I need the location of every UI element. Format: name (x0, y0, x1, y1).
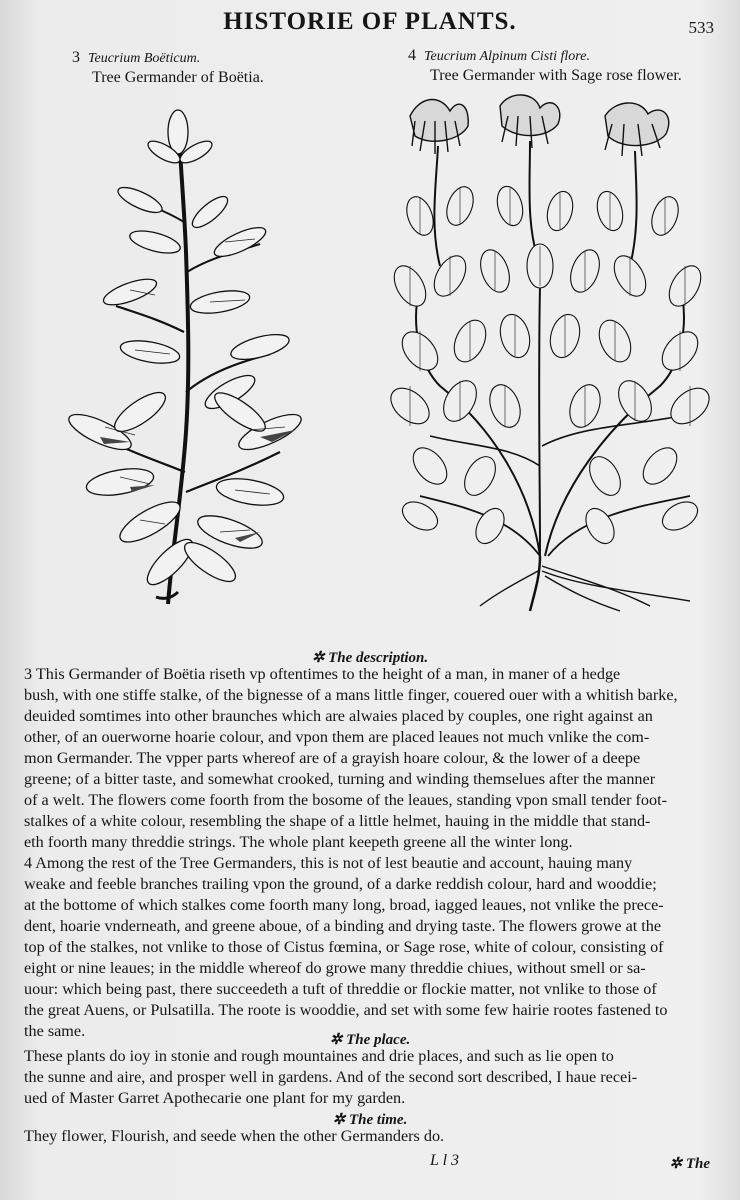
text-line: greene; of a bitter taste, and somewhat crooked, turning and winding themselues after the manner (24, 770, 656, 788)
running-head: HISTORIE OF PLANTS. (223, 8, 517, 35)
text-line: weake and feeble branches trailing vpon the ground, of a darke reddish colour, hard and wooddie; (24, 875, 657, 893)
text-line: at the bottome of which stalkes come foorth many long, broad, iagged leaues, not vnlike the prece- (24, 896, 664, 914)
text-line: stalkes of a white colour, resembling the shape of a little helmet, hauing in the middle that stand- (24, 812, 651, 830)
text-line: uour: which being past, there succeedeth a tuft of threddie or flockie matter, not vnlike to those of (24, 980, 657, 998)
text-line: 3 This Germander of Boëtia riseth vp oftentimes to the height of a man, in maner of a hedge (24, 665, 621, 683)
text-line: the sunne and aire, and prosper well in gardens. And of the second sort described, I haue recei- (24, 1068, 638, 1086)
place-text (24, 1046, 714, 1109)
figure-caption-left (72, 48, 264, 87)
text-line: dent, hoarie vnderneath, and greene aboue, of a binding and drying taste. The flowers growe at the (24, 917, 662, 935)
woodcut-tree-germander-sage-rose (390, 86, 720, 616)
text-line: eth foorth many threddie strings. The whole plant keepeth greene all the winter long. (24, 833, 573, 851)
text-line: the same. (24, 1022, 86, 1040)
section-heading-description: ✲ The description. (311, 650, 429, 666)
figure-latin-name: Teucrium Boëticum. (88, 51, 201, 66)
text-line: the great Auens, or Pulsatilla. The roote is wooddie, and set with some few hairie rootes fastened to (24, 1001, 668, 1019)
text-line: eight or nine leaues; in the middle whereof do growe many threddie chiues, without smell or sa- (24, 959, 646, 977)
figure-english-name: Tree Germander with Sage rose flower. (430, 67, 682, 84)
text-line: deuided somtimes into other braunches which are alwaies placed by couples, one right against an (24, 707, 653, 725)
text-line: of a welt. The flowers come foorth from the bosome of the leaues, standing vpon small tender foot- (24, 791, 667, 809)
woodcut-tree-germander-boetia (60, 92, 330, 612)
figure-caption-right (408, 46, 682, 85)
text-line: They flower, Flourish, and seede when the other Germanders do. (24, 1127, 445, 1145)
figure-english-name: Tree Germander of Boëtia. (92, 69, 264, 86)
text-line: ued of Master Garret Apothecarie one plant for my garden. (24, 1089, 406, 1107)
text-line: top of the stalkes, not vnlike to those of Cistus fœmina, or Sage rose, white of colour, consisting of (24, 938, 664, 956)
section-heading-place: ✲ The place. (329, 1032, 411, 1048)
section-heading-time: ✲ The time. (332, 1112, 408, 1128)
description-text (24, 664, 714, 1042)
text-line: These plants do ioy in stonie and rough mountaines and drie places, and such as lie open to (24, 1047, 614, 1065)
catchword: ✲ The (669, 1156, 710, 1172)
text-line: 4 Among the rest of the Tree Germanders, this is not of lest beautie and account, hauing many (24, 854, 633, 872)
figure-number: 3 (72, 49, 80, 66)
page-number: 533 (688, 18, 714, 37)
time-text (24, 1126, 714, 1147)
text-line: other, of an ouerworne hoarie colour, and vpon them are placed leaues not much vnlike the com- (24, 728, 650, 746)
figure-latin-name: Teucrium Alpinum Cisti flore. (424, 49, 590, 64)
signature-mark: L l 3 (430, 1152, 460, 1169)
text-line: bush, with one stiffe stalke, of the bignesse of a mans little finger, couered ouer with a whitish barke, (24, 686, 678, 704)
figure-number: 4 (408, 47, 416, 64)
text-line: mon Germander. The vpper parts whereof are of a grayish hoare colour, & the lower of a deepe (24, 749, 641, 767)
